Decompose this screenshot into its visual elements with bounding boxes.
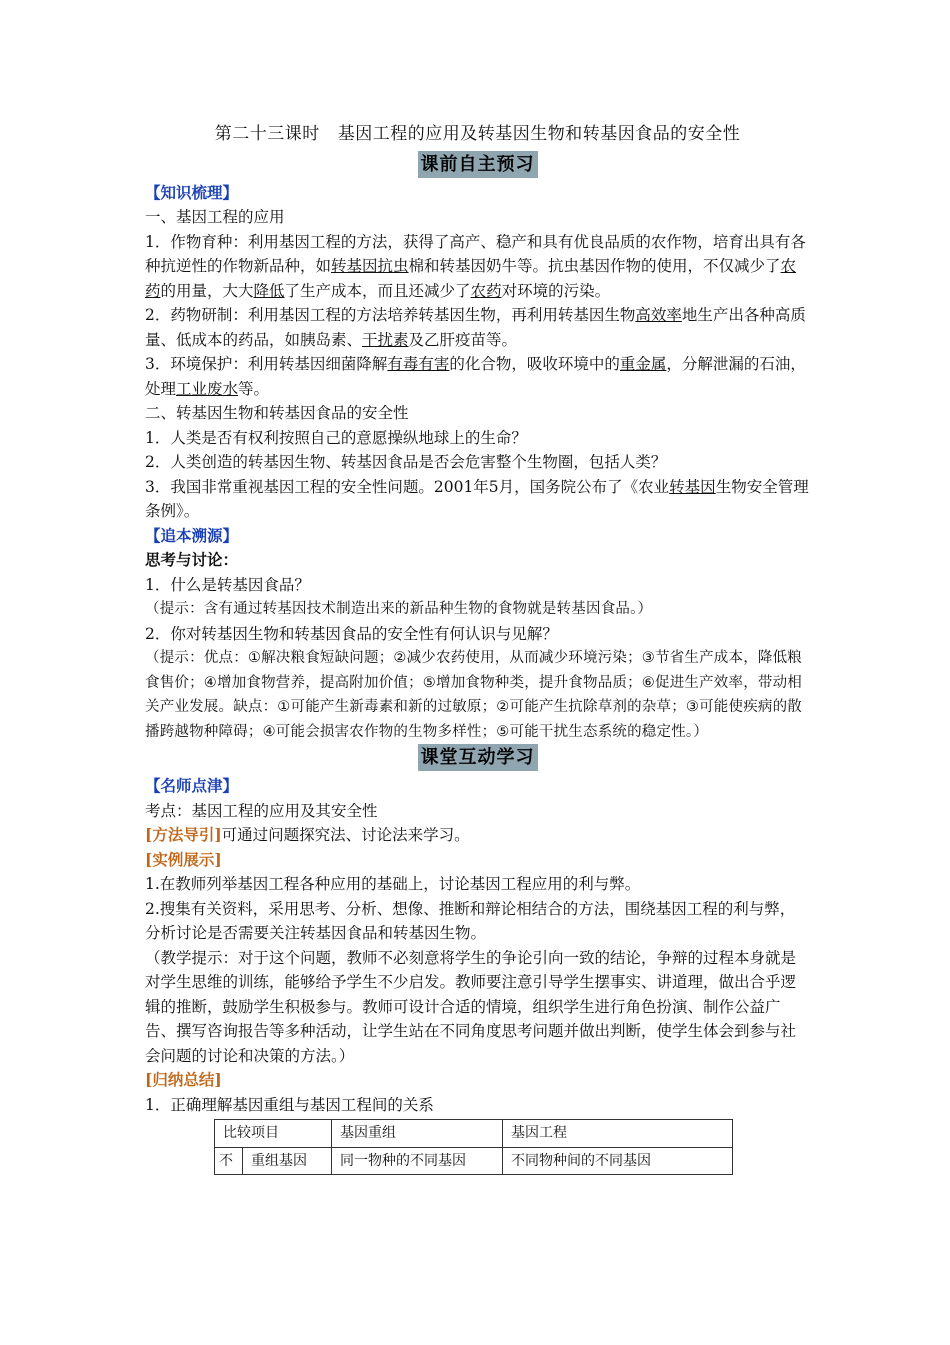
summary-item-1: 1．正确理解基因重组与基因工程间的关系 (145, 1095, 434, 1114)
safety-question-2: 2．人类创造的转基因生物、转基因食品是否会危害整个生物圈，包括人类？ (145, 453, 667, 471)
title-lesson: 第二十三课时 (214, 124, 320, 144)
table-row (215, 1120, 733, 1148)
safety-question-3: 3．我国非常重视基因工程的安全性问题。2001年5月，国务院公布了《农业转基因生物安全管理条例》。 (145, 477, 809, 520)
table-cell: 基因工程 (503, 1120, 733, 1148)
para-crop-breeding: 1．作物育种：利用基因工程的方法，获得了高产、稳产和具有优良品质的农作物，培育出具有各种抗逆性的作物新品种，如转基因抗虫棉和转基因奶牛等。抗虫基因作物的使用，不仅减少了农药的用量，大大降低了生产成本，而且还减少了农药对环境的污染。 (145, 232, 806, 300)
heading-safety: 二、转基因生物和转基因食品的安全性 (145, 404, 409, 422)
teacher-tips-label: 【名师点津】 (145, 776, 239, 795)
table-cell: 重组基因 (243, 1147, 332, 1175)
safety-question-1: 1．人类是否有权利按照自己的意愿操纵地球上的生命？ (145, 428, 527, 447)
section-banner-preview: 课前自主预习 (418, 151, 538, 178)
table-cell: 比较项目 (215, 1120, 332, 1148)
discussion-hint-2: （提示：优点：①解决粮食短缺问题；②减少农药使用，从而减少环境污染；③节省生产成本，降低粮食售价；④增加食物营养，提高附加价值；⑤增加食物种类，提升食物品质；⑥促进生产效率，带动相关产业发展。缺点：①可能产生新毒素和新的过敏原；②可能产生抗除草剂的杂草；③可能使疾病的散播跨越物种障碍；④可能会损害农作物的生物多样性；⑤可能干扰生态系统的稳定性。） (145, 650, 802, 740)
knowledge-label: 【知识梳理】 (145, 182, 239, 202)
method-guide: [方法导引]可通过问题探究法、讨论法来学习。 (145, 825, 470, 844)
origin-label: 【追本溯源】 (145, 525, 239, 545)
title-topic: 基因工程的应用及转基因生物和转基因食品的安全性 (337, 124, 741, 144)
summary-label: [归纳总结] (145, 1070, 222, 1089)
page-title (145, 122, 810, 147)
discussion-question-2: 2．你对转基因生物和转基因食品的安全性有何认识与见解？ (145, 624, 558, 643)
table-row (215, 1147, 733, 1175)
example-label: [实例展示] (145, 849, 222, 869)
discussion-heading: 思考与讨论： (145, 551, 239, 569)
table-cell: 不 (215, 1147, 243, 1175)
example-2: 2.搜集有关资料，采用思考、分析、想像、推断和辩论相结合的方法，围绕基因工程的利与弊，分析讨论是否需要关注转基因食品和转基因生物。 (145, 899, 796, 942)
para-drug-research: 2．药物研制：利用基因工程的方法培养转基因生物，再利用转基因生物高效率地生产出各种高质量、低成本的药品，如胰岛素、干扰素及乙肝疫苗等。 (145, 306, 806, 349)
comparison-table (214, 1119, 733, 1175)
table-cell: 同一物种的不同基因 (332, 1147, 503, 1175)
table-cell: 不同物种间的不同基因 (503, 1147, 733, 1175)
discussion-question-1: 1．什么是转基因食品？ (145, 575, 310, 594)
teaching-tip: （教学提示：对于这个问题，教师不必刻意将学生的争论引向一致的结论，争辩的过程本身就是对学生思维的训练，能够给予学生不少启发。教师要注意引导学生摆事实、讲道理，做出合乎逻辑的推断，鼓励学生积极参与。教师可设计合适的情境，组织学生进行角色扮演、制作公益广告、撰写咨询报告等多种活动，让学生站在不同角度思考问题并做出判断，使学生体会到参与社会问题的讨论和决策的方法。） (145, 948, 797, 1065)
heading-application: 一、基因工程的应用 (145, 208, 285, 226)
discussion-hint-1: （提示：含有通过转基因技术制造出来的新品种生物的食物就是转基因食品。） (145, 601, 653, 617)
exam-point: 考点：基因工程的应用及其安全性 (145, 801, 378, 820)
example-1: 1.在教师列举基因工程各种应用的基础上，讨论基因工程应用的利与弊。 (145, 875, 641, 893)
para-environment: 3．环境保护：利用转基因细菌降解有毒有害的化合物，吸收环境中的重金属，分解泄漏的石油，处理工业废水等。 (145, 355, 806, 398)
document-page (145, 122, 810, 1175)
section-banner-classroom: 课堂互动学习 (418, 744, 538, 771)
table-cell: 基因重组 (332, 1120, 503, 1148)
